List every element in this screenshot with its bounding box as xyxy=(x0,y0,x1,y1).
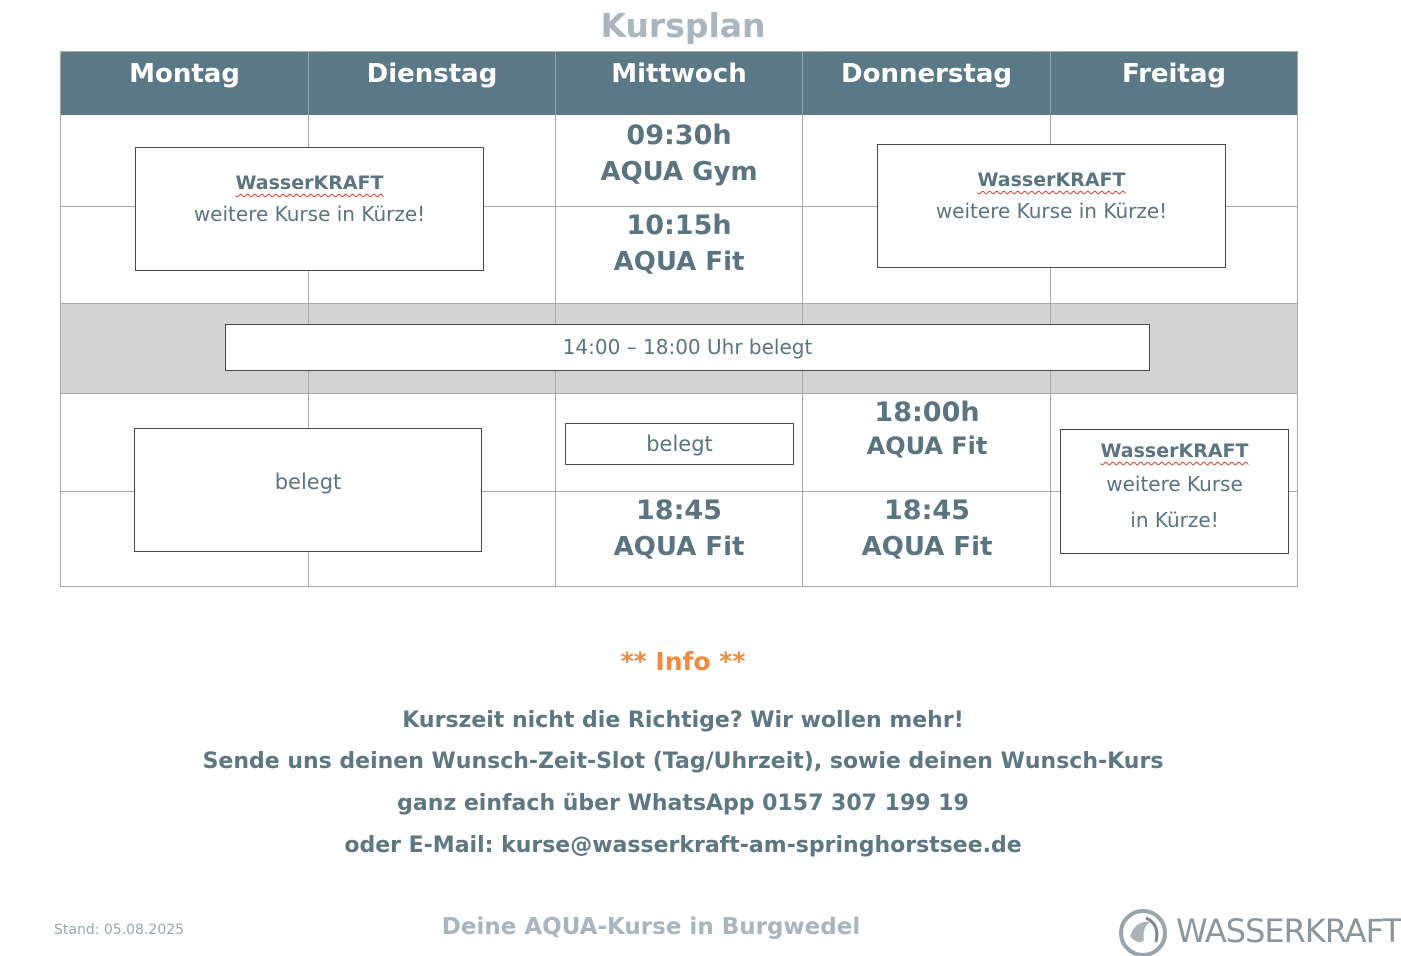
grid-line xyxy=(61,393,1297,394)
header-freitag: Freitag xyxy=(1051,52,1297,115)
info-line: oder E-Mail: kurse@wasserkraft-am-springhorstsee.de xyxy=(344,833,1022,858)
box-thu-coming-soon xyxy=(877,144,1226,268)
info-line: Sende uns deinen Wunsch-Zeit-Slot (Tag/Uhrzeit), sowie deinen Wunsch-Kurs xyxy=(202,749,1164,774)
class-name: AQUA Fit xyxy=(613,247,745,277)
header-dienstag: Dienstag xyxy=(309,52,556,115)
class-wed-1845 xyxy=(556,495,802,562)
class-time: 18:45 xyxy=(884,495,970,526)
coming-soon-text: weitere Kurse xyxy=(1106,472,1243,496)
class-name: AQUA Gym xyxy=(600,157,758,187)
coming-soon-text: weitere Kurse in Kürze! xyxy=(193,202,426,226)
coming-soon-text: weitere Kurse in Kürze! xyxy=(935,199,1168,223)
info-line: ganz einfach über WhatsApp 0157 307 199 19 xyxy=(397,791,969,816)
class-name: AQUA Fit xyxy=(866,432,988,460)
grid-line xyxy=(61,303,1297,304)
class-time: 18:00h xyxy=(874,397,980,428)
header-donnerstag: Donnerstag xyxy=(803,52,1051,115)
class-time: 10:15h xyxy=(626,210,732,241)
brand-label: WasserKRAFT xyxy=(1100,440,1249,462)
logo-emblem-icon xyxy=(1116,906,1170,956)
brand-label: WasserKRAFT xyxy=(235,172,384,194)
box-wed-belegt: belegt xyxy=(565,423,794,465)
coming-soon-text: in Kürze! xyxy=(1130,508,1219,532)
class-name: AQUA Fit xyxy=(613,532,745,562)
logo-text: WASSERKRAFT xyxy=(1176,912,1401,950)
box-fri-coming-soon xyxy=(1060,429,1289,554)
class-wed-0930 xyxy=(556,120,802,187)
brand-label: WasserKRAFT xyxy=(977,169,1126,191)
box-mon-coming-soon xyxy=(135,147,484,271)
stand-date: Stand: 05.08.2025 xyxy=(54,922,185,938)
class-name: AQUA Fit xyxy=(861,532,993,562)
class-thu-1800 xyxy=(803,397,1051,460)
info-line: Kurszeit nicht die Richtige? Wir wollen mehr! xyxy=(402,708,964,733)
header-montag: Montag xyxy=(61,52,309,115)
page-title: Kursplan xyxy=(600,6,766,45)
class-thu-1845 xyxy=(803,495,1051,562)
box-mon-belegt: belegt xyxy=(134,428,482,552)
wasserkraft-logo xyxy=(1116,906,1401,956)
header-mittwoch: Mittwoch xyxy=(556,52,803,115)
class-time: 18:45 xyxy=(636,495,722,526)
band-label: 14:00 – 18:00 Uhr belegt xyxy=(225,324,1150,371)
footer-tagline: Deine AQUA-Kurse in Burgwedel xyxy=(441,914,861,940)
class-wed-1015 xyxy=(556,210,802,277)
class-time: 09:30h xyxy=(626,120,732,151)
info-heading: ** Info ** xyxy=(620,647,746,676)
